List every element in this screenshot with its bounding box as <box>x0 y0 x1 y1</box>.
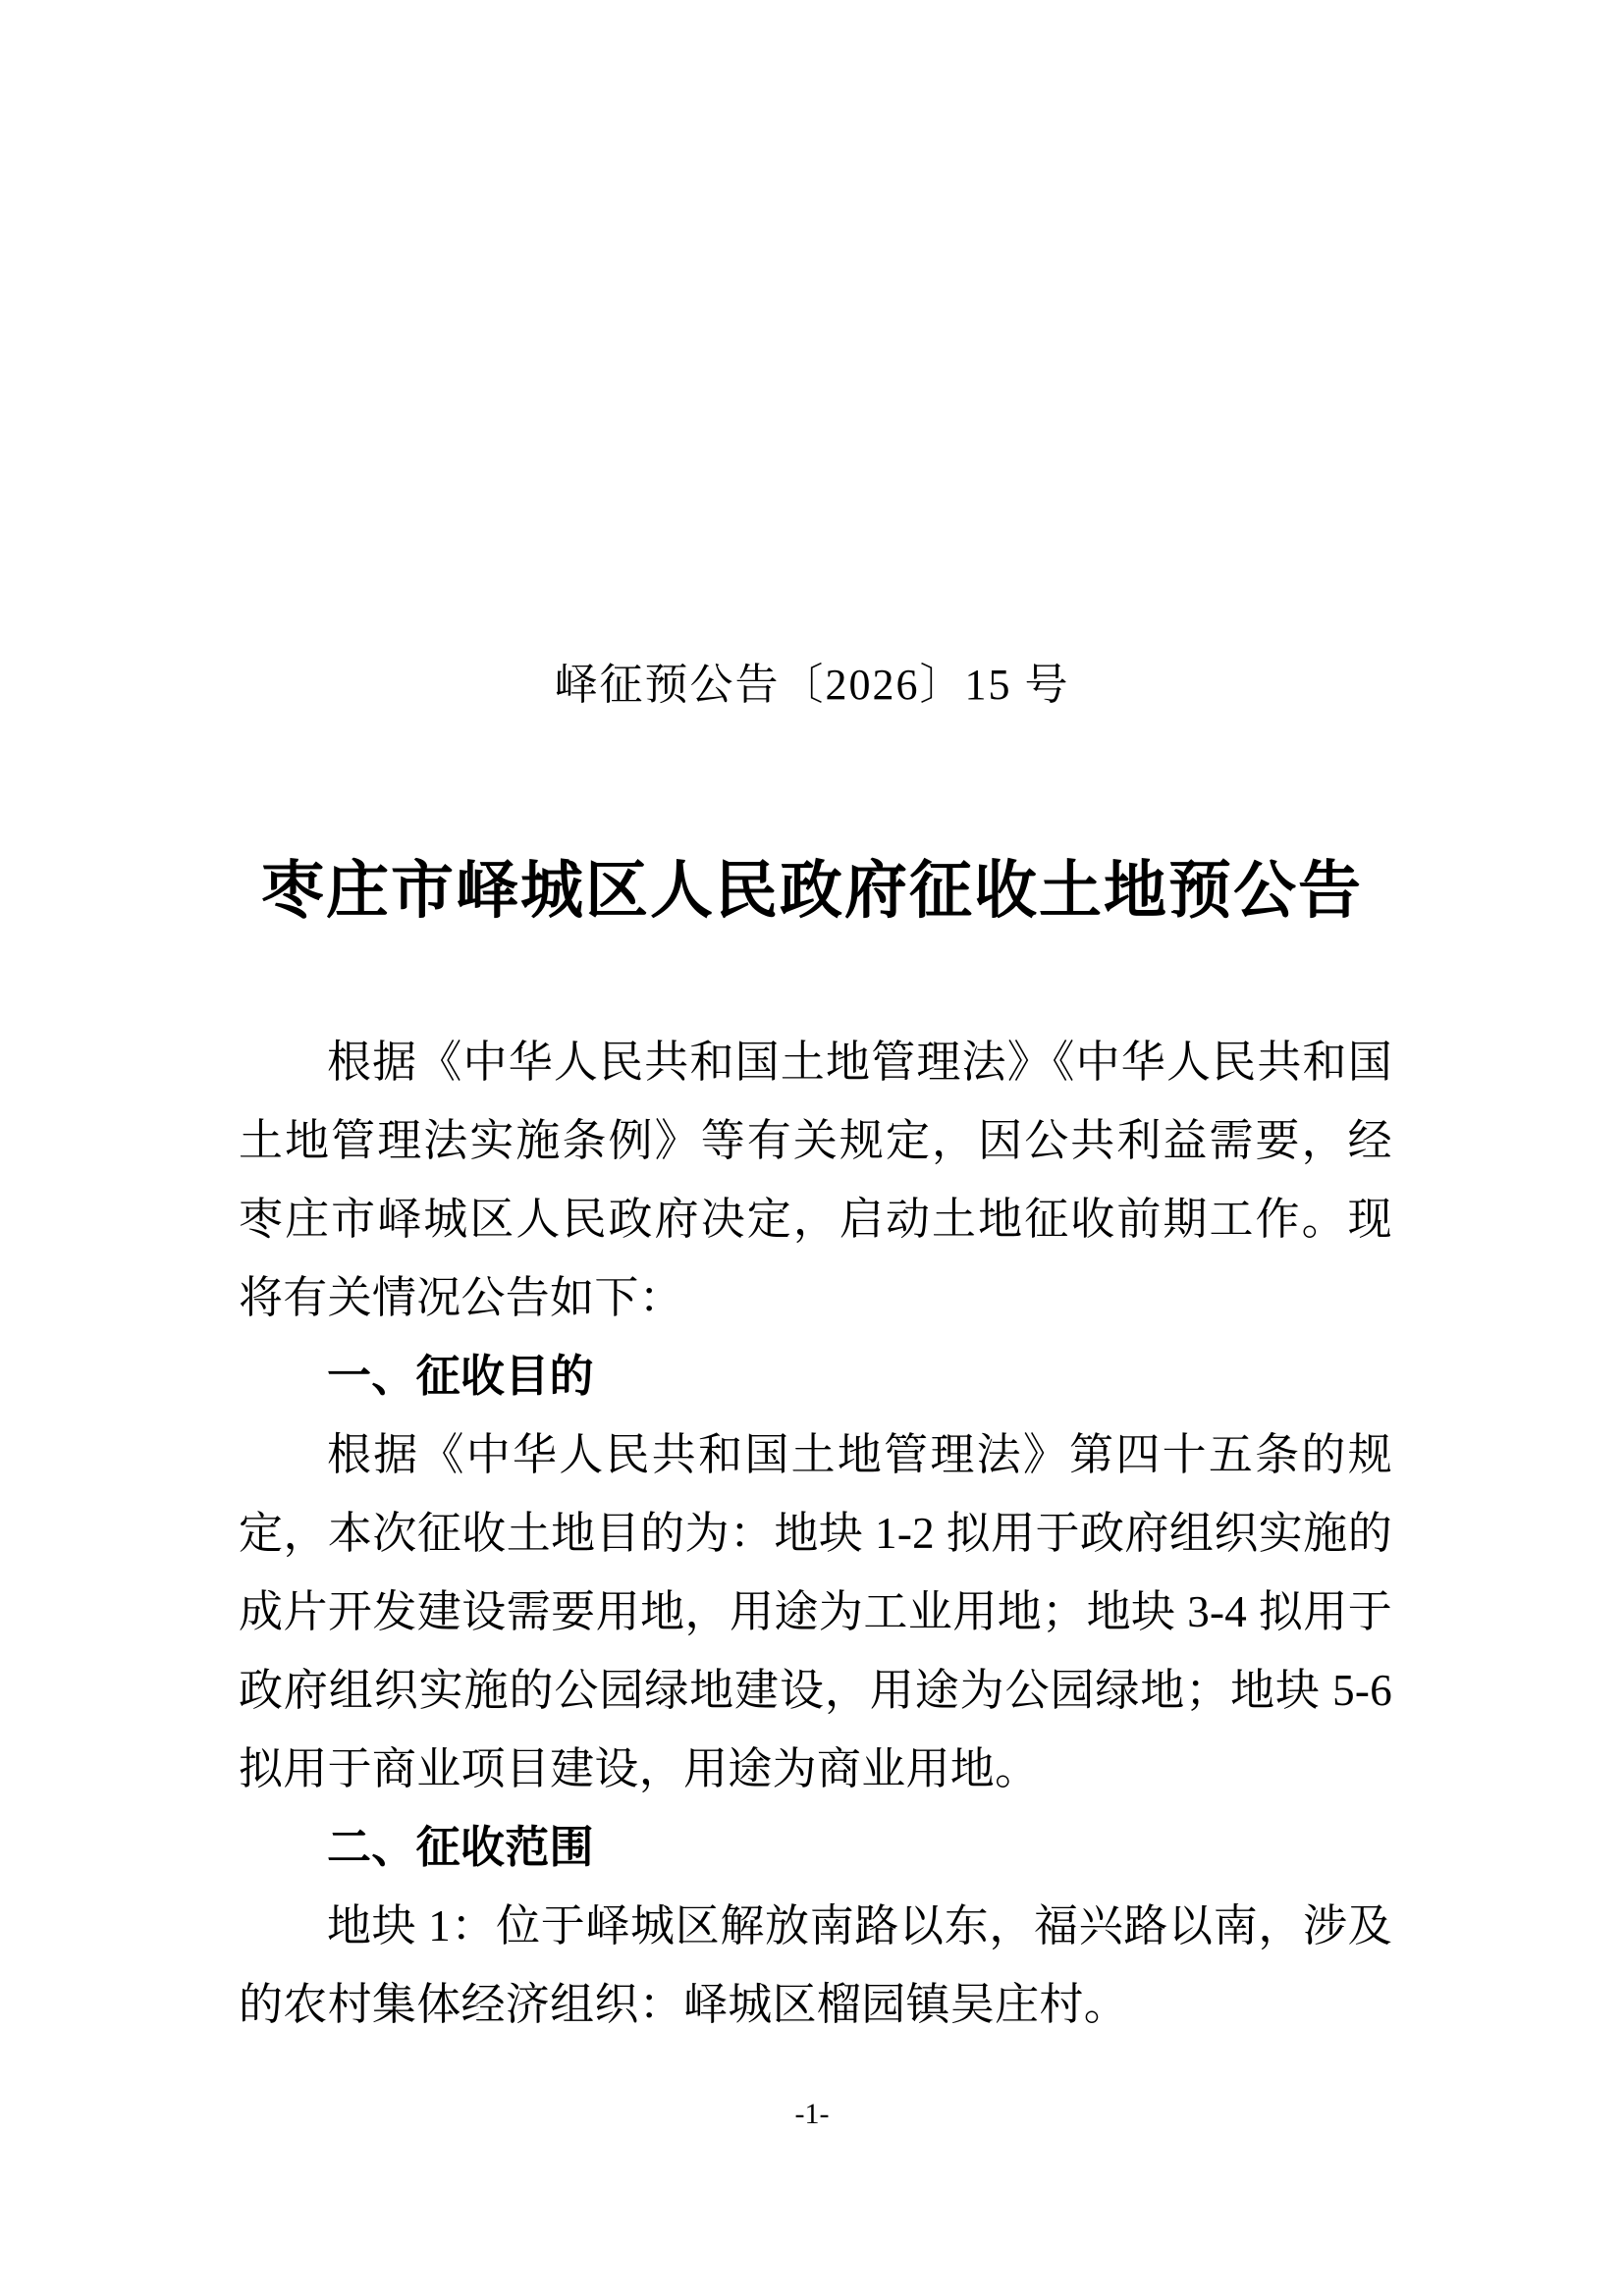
section-1-heading: 一、征收目的 <box>327 1351 594 1401</box>
section-2-heading: 二、征收范围 <box>327 1822 594 1872</box>
section-1-paragraph: 根据《中华人民共和国土地管理法》第四十五条的规定，本次征收土地目的为：地块 1-2 拟用于政府组织实施的成片开发建设需要用地，用途为工业用地；地块 3-4 拟用于政府组织实施的公园绿地建设，用途为公园绿地；地块 5-6 拟用于商业项目建设，用途为商业用地。 <box>239 1430 1392 1793</box>
document-body <box>239 1023 1392 2044</box>
section-2-paragraph: 地块 1：位于峄城区解放南路以东，福兴路以南，涉及的农村集体经济组织：峄城区榴园镇吴庄村。 <box>239 1901 1392 2029</box>
intro-paragraph: 根据《中华人民共和国土地管理法》《中华人民共和国土地管理法实施条例》等有关规定，因公共利益需要，经枣庄市峄城区人民政府决定，启动土地征收前期工作。现将有关情况公告如下： <box>239 1038 1392 1322</box>
document-number: 峄征预公告〔2026〕15 号 <box>554 661 1070 709</box>
page-number-footer: -1- <box>794 2098 830 2130</box>
document-title: 枣庄市峄城区人民政府征收土地预公告 <box>261 856 1363 926</box>
